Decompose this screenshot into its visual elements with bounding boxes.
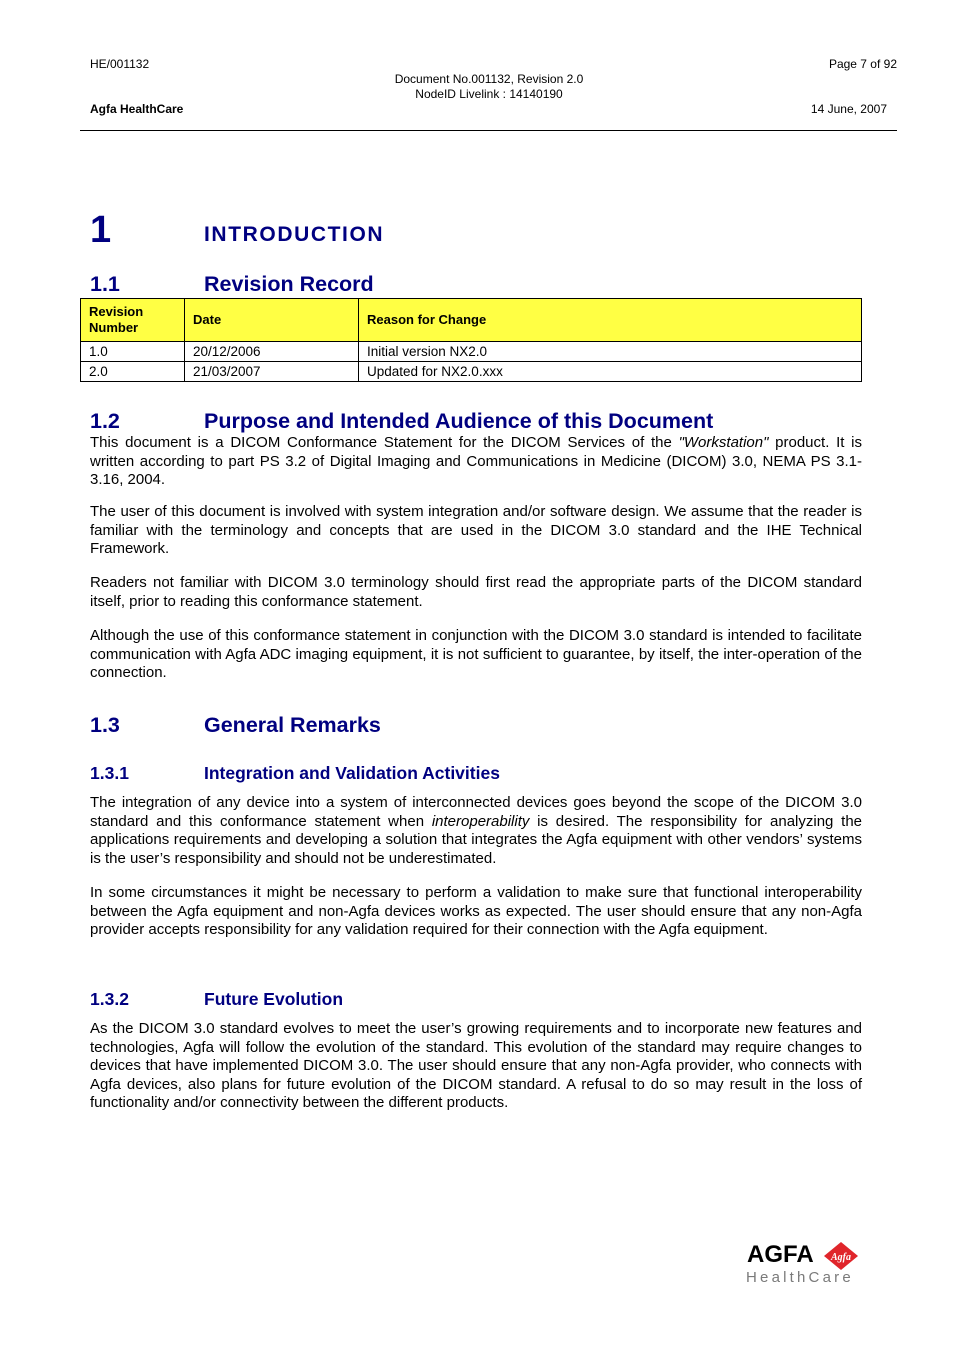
- paragraph-text: is desired. The responsibility for analyzing the applications requirements and developing a solution that integrates the Agfa equipment with other vendors’ systems is the user’s responsibility and should not be underestimated.: [90, 812, 863, 867]
- agfa-badge-text: Agfa: [831, 1252, 851, 1263]
- chapter-number: 1: [90, 209, 112, 251]
- paragraph: In some circumstances it might be necessary to perform a validation to make sure that functional interoperability between the Agfa equipment and non-Agfa devices works as expected. The user should ensure that any non-Agfa provider accepts responsibility for any validation required for their connection with the Agfa equipment.: [90, 884, 862, 938]
- section-title: Revision Record: [204, 272, 374, 296]
- date-cell: 21/03/2007: [185, 362, 359, 382]
- section-number: 1.1: [90, 272, 120, 296]
- paragraph: Readers not familiar with DICOM 3.0 terminology should first read the appropriate parts of the DICOM standard itself, prior to reading this conformance statement.: [90, 574, 862, 610]
- table-row: [81, 362, 862, 382]
- doc-number: Document No.001132, Revision 2.0: [394, 72, 584, 86]
- reason-cell: Updated for NX2.0.xxx: [359, 362, 862, 382]
- revision-cell: 2.0: [81, 362, 185, 382]
- subsection-title: Integration and Validation Activities: [204, 763, 500, 783]
- node-id: NodeID Livelink : 14140190: [415, 87, 563, 101]
- paragraph: The user of this document is involved with system integration and/or software design. We assume that the reader is familiar with the terminology and concepts that are used in the DICOM 3.0 standard and the IHE Technical Framework.: [90, 503, 862, 557]
- column-header: Revision Number: [81, 299, 185, 342]
- reason-cell: Initial version NX2.0: [359, 342, 862, 362]
- section-title: General Remarks: [204, 713, 381, 737]
- paragraph-text: product. It is written according to part PS 3.2 of Digital Imaging and Communications in Medicine (DICOM) 3.0, NEMA PS 3.1-3.16, 2004.: [90, 434, 862, 488]
- subsection-title: Future Evolution: [204, 989, 344, 1009]
- header-date: 14 June, 2007: [810, 102, 887, 116]
- paragraph: Although the use of this conformance statement in conjunction with the DICOM 3.0 standard is intended to facilitate communication with Agfa ADC imaging equipment, it is not sufficient to guarantee, by itself, the inter-operation of the connection.: [90, 627, 862, 681]
- product-name: "Workstation": [678, 434, 769, 451]
- subsection-number: 1.3.1: [90, 763, 129, 783]
- paragraph-text: The integration of any device into a system of interconnected devices goes beyond the scope of the DICOM 3.0 standard and this conformance statement when: [90, 794, 862, 830]
- agfa-logo-wordmark: AGFA: [747, 1241, 814, 1268]
- section-title: Purpose and Intended Audience of this Document: [204, 409, 714, 433]
- revision-cell: 1.0: [81, 342, 185, 362]
- section-number: 1.2: [90, 409, 120, 433]
- subsection-number: 1.3.2: [90, 989, 129, 1009]
- table-header-row: [81, 299, 862, 342]
- column-header: Reason for Change: [359, 299, 862, 342]
- column-header: Date: [185, 299, 359, 342]
- company-name: Agfa HealthCare: [90, 102, 184, 116]
- healthcare-logo-text: HealthCare: [746, 1269, 854, 1286]
- table-row: [81, 342, 862, 362]
- section-number: 1.3: [90, 713, 120, 737]
- emphasis-text: interoperability: [431, 812, 530, 830]
- revision-table: [80, 298, 862, 382]
- header-rule: [80, 130, 897, 131]
- page-number: Page 7 of 92: [828, 57, 897, 71]
- paragraph: [90, 794, 862, 868]
- date-cell: 20/12/2006: [185, 342, 359, 362]
- paragraph: As the DICOM 3.0 standard evolves to meet the user’s growing requirements and to incorporate new features and technologies, Agfa will follow the evolution of the standard. This evolution of the standard may require changes to devices that have implemented DICOM 3.0. The user should ensure that any non-Agfa provider, who connects with Agfa devices, also plans for future evolution of the DICOM standard. A refusal to do so may result in the loss of functionality and/or connectivity between the different products.: [90, 1020, 862, 1111]
- doc-code: HE/001132: [90, 57, 150, 71]
- paragraph-text: This document is a DICOM Conformance Statement for the DICOM Services of the: [90, 434, 679, 451]
- agfa-rhombus-icon: [823, 1241, 859, 1271]
- paragraph: [90, 434, 862, 490]
- chapter-title: INTRODUCTION: [204, 223, 385, 246]
